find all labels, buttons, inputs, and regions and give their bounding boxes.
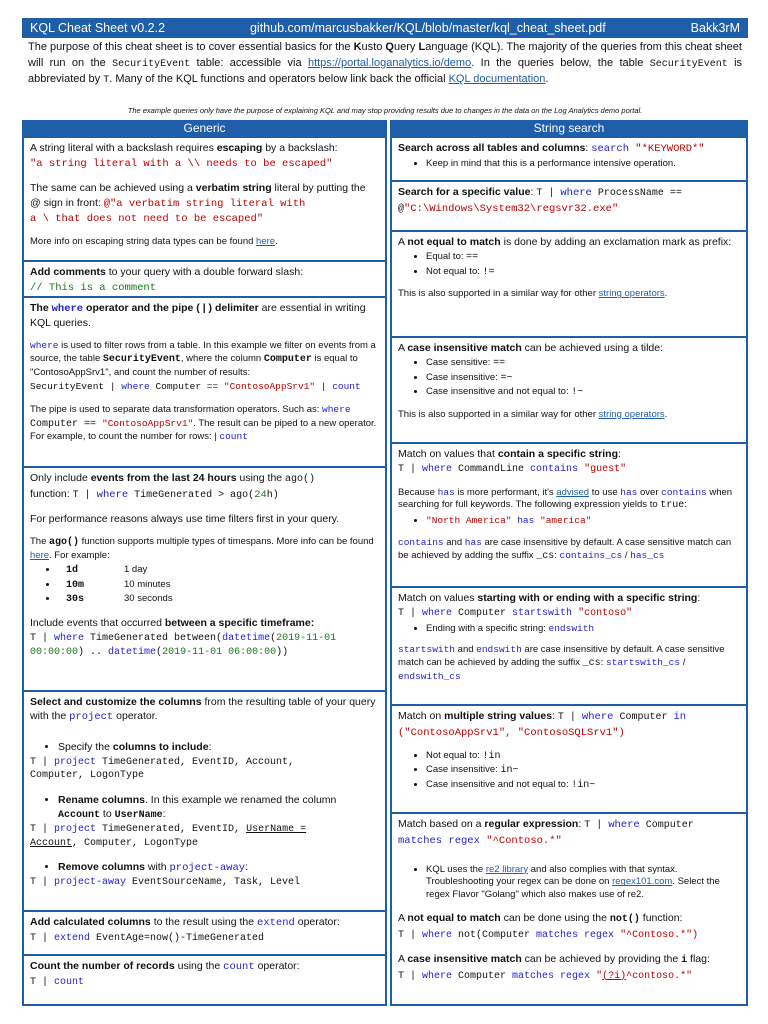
list-item: • 30s 30 seconds xyxy=(58,593,379,607)
time-filter-section: Only include events from the last 24 hours using the ago() function: T | where TimeGenerated > ago(24h) For performance reasons always use time filters first in your query. The ago() function supports multiple types of timespans. More info can be found here. For example: • 1d 1 day • 10m 10 minutes • 30s 30 seconds Include events that occurred between a specific timeframe: T | where TimeGenerated between(datetime(2019-11-01 00:00:00) .. datetime(2019-11-01 06:00:00)) xyxy=(22,466,387,692)
comments-section: Add comments to your query with a double forward slash: // This is a comment xyxy=(22,260,387,298)
list-item: • Equal to: == xyxy=(426,251,740,265)
list-item: • Rename columns. In this example we renamed the column Account to UserName: xyxy=(58,793,379,823)
search-value-section: Search for a specific value: T | where ProcessName == @"C:\Windows\System32\regsvr32.exe" xyxy=(390,180,748,232)
contains-section: Match on values that contain a specific string: T | where CommandLine contains "guest" Because has is more performant, it's advised to use has over contains when searching for full keywords. The following expression yields to true: • "North America" has "america" contains and has are case insensitive by default. A case sensitive match can be achieved by adding the suffix _cs: contains_cs / has_cs xyxy=(390,442,748,588)
list-item: • Case sensitive: == xyxy=(426,357,740,371)
list-item: • 1d 1 day xyxy=(58,564,379,578)
list-item: • Case insensitive and not equal to: !in~ xyxy=(426,779,740,793)
timespan-list xyxy=(30,564,379,607)
intro-disclaimer: The example queries only have the purpose of explaining KQL and may stop providing results due to changes in the data on the Log Analytics demo portal. xyxy=(127,106,643,115)
generic-heading: Generic xyxy=(22,120,387,136)
count-section: Count the number of records using the count operator: T | count xyxy=(22,954,387,1006)
kql-documentation-link[interactable]: KQL documentation xyxy=(448,72,546,85)
list-item: • Not equal to: !in xyxy=(426,750,740,764)
intro-paragraph: The purpose of this cheat sheet is to cover essential basics for the Kusto Query Language (KQL). The majority of the queries from this cheat sheet will run on the SecurityEvent table: accessible via https://portal.loganalytics.io/demo. In the queries below, the table SecurityEvent is abbreviated by T. Many of the KQL functions and operators below link back the official KQL documentation. xyxy=(28,41,743,86)
project-section: Select and customize the columns from the resulting table of your query with the project operator. • Specify the columns to include: T | project TimeGenerated, EventID, Account, Computer, LogonType • Rename columns. In this example we renamed the column Account to UserName: T | project TimeGenerated, EventID, UserName = Account, Computer, LogonType • Remove columns with project-away: T | project-away EventSourceName, Task, Level xyxy=(22,690,387,912)
list-item: • Specify the columns to include: xyxy=(58,740,379,754)
not-equal-section: A not equal to match is done by adding an exclamation mark as prefix: • Equal to: == • Not equal to: != This is also supported in a similar way for other string operators. xyxy=(390,230,748,338)
string-operators-link[interactable]: string operators xyxy=(598,288,665,300)
timespan-more-info-link[interactable]: here xyxy=(30,549,50,561)
cheat-sheet-page xyxy=(22,18,748,1006)
list-item: • 10m 10 minutes xyxy=(58,579,379,593)
string-search-heading: String search xyxy=(390,120,748,136)
re2-library-link[interactable]: re2 library xyxy=(485,863,529,875)
repo-link[interactable]: github.com/marcusbakker/KQL/blob/master/kql_cheat_sheet.pdf xyxy=(249,20,606,35)
list-item: • "North America" has "america" xyxy=(426,515,740,528)
extend-section: Add calculated columns to the result using the extend operator: T | extend EventAge=now()-TimeGenerated xyxy=(22,910,387,956)
case-insensitive-section: A case insensitive match can be achieved using a tilde: • Case sensitive: == • Case insensitive: =~ • Case insensitive and not equal to: !~ This is also supported in a similar way for other string operators. xyxy=(390,336,748,444)
generic-column xyxy=(22,120,387,989)
escaping-more-info-link[interactable]: here xyxy=(256,235,276,247)
advised-link[interactable]: advised xyxy=(556,486,590,498)
list-item: • Case insensitive: in~ xyxy=(426,764,740,778)
title-bar xyxy=(22,18,748,38)
multiple-values-section: Match on multiple string values: T | where Computer in ("ContosoAppSrv1", "ContosoSQLSrv1") • Not equal to: !in • Case insensitive: in~ • Case insensitive and not equal to: !in~ xyxy=(390,704,748,814)
string-operators-link[interactable]: string operators xyxy=(598,408,665,420)
regex101-link[interactable]: regex101.com xyxy=(612,876,673,888)
string-search-column xyxy=(390,120,748,982)
list-item: • Keep in mind that this is a performance intensive operation. xyxy=(426,158,740,171)
search-all-section: Search across all tables and columns: search "*KEYWORD*" • Keep in mind that this is a performance intensive operation. xyxy=(390,136,748,182)
author-handle: Bakk3rM xyxy=(690,20,740,35)
list-item: • KQL uses the re2 library and also complies with that syntax. Troubleshooting your regex can be done on regex101.com. Select the regex Flavor "Golang" which also makes use of re2. xyxy=(426,864,740,902)
startswith-section: Match on values starting with or ending with a specific string: T | where Computer startswith "contoso" • Ending with a specific string: endswith startswith and endswith are case insensitive by default. A case sensitive match can be achieved by adding the suffix _cs: startswith_cs / endswith_cs xyxy=(390,586,748,706)
where-operator-section: The where operator and the pipe ( | ) delimiter are essential in writing KQL queries. where is used to filter rows from a table. In this example we filter on events from a source, the table SecurityEvent, where the column Computer is equal to "ContosoAppSrv1", and count the number of results: SecurityEvent | where Computer == "ContosoAppSrv1" | count The pipe is used to separate data transformation operators. Such as: where Computer == "ContosoAppSrv1". The result can be piped to a new operator. For example, to count the number for rows: | count xyxy=(22,296,387,468)
regex-section: Match based on a regular expression: T | where Computer matches regex "^Contoso.*" • KQL uses the re2 library and also complies with that syntax. Troubleshooting your regex can be done on regex101.com. Select the regex Flavor "Golang" which also makes use of re2. A not equal to match can be done using the not() function: T | where not(Computer matches regex "^Contoso.*") A case insensitive match can be achieved by providing the i flag: T | where Computer matches regex "(?i)^contoso.*" xyxy=(390,812,748,1006)
list-item: • Case insensitive and not equal to: !~ xyxy=(426,386,740,400)
list-item: • Case insensitive: =~ xyxy=(426,372,740,386)
demo-portal-link[interactable]: https://portal.loganalytics.io/demo xyxy=(307,56,472,69)
escaping-section: A string literal with a backslash requires escaping by a backslash: "a string literal with a \\ needs to be escaped" The same can be achieved using a verbatim string literal by putting the @ sign in front: @"a verbatim string literal with a \ that does not need to be escaped" More info on escaping string data types can be found here. xyxy=(22,136,387,262)
list-item: • Not equal to: != xyxy=(426,266,740,280)
list-item: • Remove columns with project-away: xyxy=(58,860,379,875)
list-item: • Ending with a specific string: endswith xyxy=(426,623,740,636)
sheet-title: KQL Cheat Sheet v0.2.2 xyxy=(30,20,166,35)
